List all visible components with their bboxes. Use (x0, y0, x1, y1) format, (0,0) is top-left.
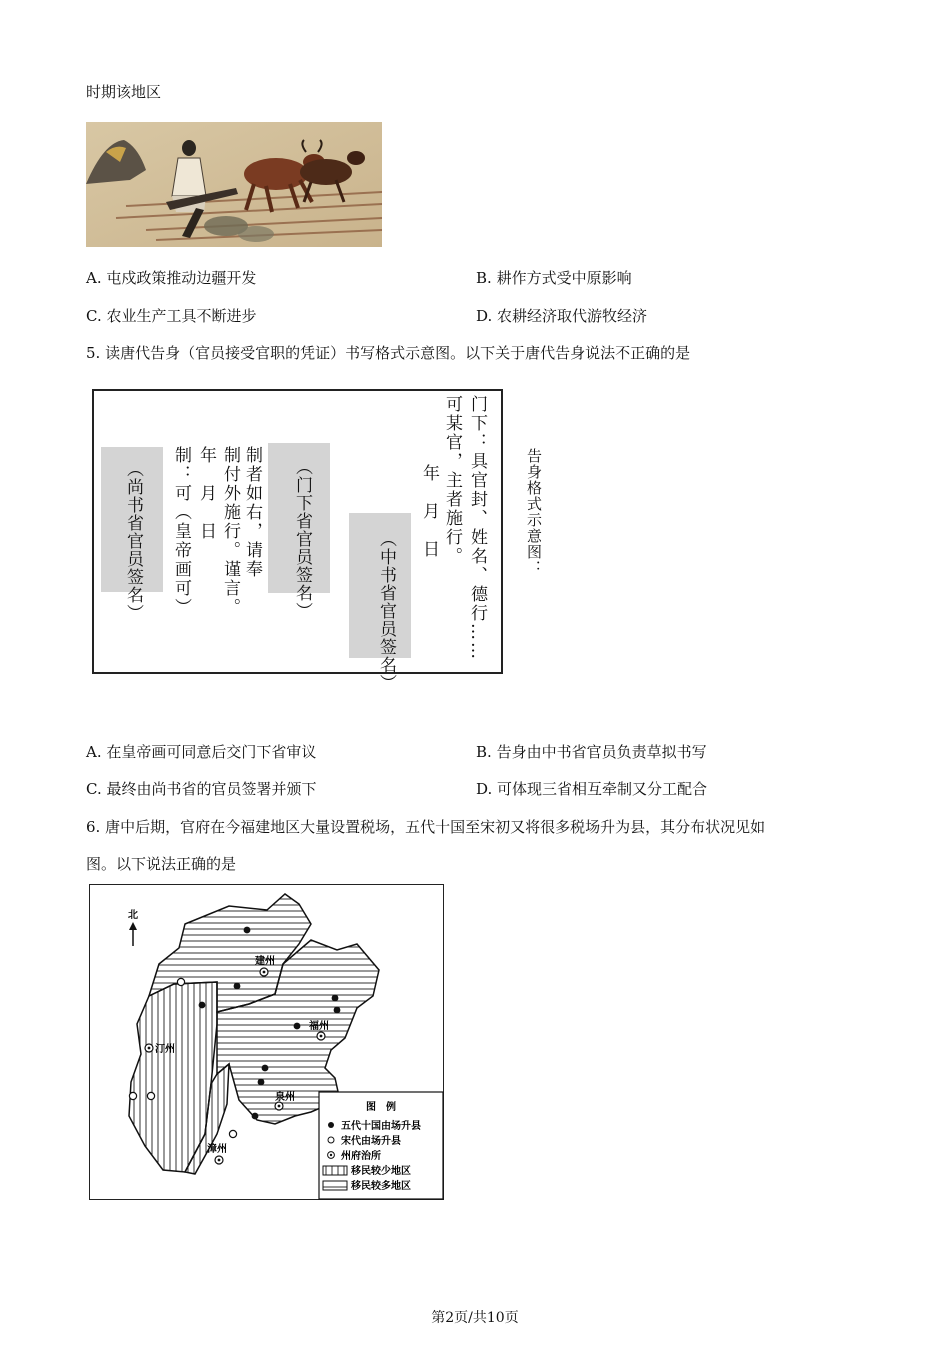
gaoshen-col-menxia-sign: （门下省官员签名） (292, 458, 312, 620)
q4-option-a: A. 屯戍政策推动边疆开发 (86, 269, 257, 287)
q6-stem-line1: 6. 唐中后期，官府在今福建地区大量设置税场，五代十国至宋初又将很多税场升为县，其分布状况见如 (86, 818, 766, 836)
legend-horizontal-hatch-icon (323, 1181, 347, 1190)
ox-plowing-painting (86, 122, 382, 247)
q4-option-b: B. 耕作方式受中原影响 (476, 269, 632, 287)
q5-option-a: A. 在皇帝画可同意后交门下省审议 (86, 743, 317, 761)
fujian-map (89, 884, 444, 1200)
city-quanzhou: 泉州 (275, 1092, 295, 1103)
legend-item-5: 移民较多地区 (351, 1181, 411, 1192)
city-fuzhou: 福州 (309, 1021, 329, 1032)
gaoshen-col-date2: 年 月 日 (196, 446, 216, 541)
q5-option-c: C. 最终由尚书省的官员签署并颁下 (86, 780, 317, 798)
city-zhangzhou: 漳州 (207, 1144, 227, 1155)
gaoshen-side-label: 告身格式示意图： (525, 448, 543, 576)
city-tingzhou: 汀州 (155, 1044, 175, 1055)
gaoshen-col-zhifu: 制付外施行。谨言。 (220, 446, 240, 617)
legend-item-2: 宋代由场升县 (341, 1136, 401, 1147)
legend-title: 图 例 (366, 1102, 396, 1113)
page-footer: 第2页/共10页 (431, 1310, 519, 1326)
legend-hollow-circle-icon (328, 1137, 334, 1143)
legend-item-3: 州府治所 (341, 1151, 381, 1162)
q5-stem: 5. 读唐代告身（官员接受官职的凭证）书写格式示意图。以下关于唐代告身说法不正确的是 (86, 344, 691, 362)
q4-option-d: D. 农耕经济取代游牧经济 (476, 307, 648, 325)
north-label: 北 (128, 910, 138, 921)
gaoshen-col-kemouguan: 可某官，主者施行。 (442, 395, 462, 566)
city-jianzhou: 建州 (255, 956, 275, 967)
legend-vertical-hatch-icon (323, 1166, 347, 1175)
legend-item-4: 移民较少地区 (351, 1166, 411, 1177)
q5-option-d: D. 可体现三省相互牵制又分工配合 (476, 780, 708, 798)
q6-stem-line2: 图。以下说法正确的是 (86, 855, 237, 873)
legend-item-1: 五代十国由场升县 (341, 1121, 421, 1132)
gaoshen-col-menxia: 门下：具官封、姓名、德行…… (467, 395, 487, 661)
legend-filled-dot-icon (328, 1122, 334, 1128)
gaoshen-col-zhizhe: 制者如右，请奉 (242, 446, 262, 579)
q5-option-b: B. 告身由中书省官员负责草拟书写 (476, 743, 707, 761)
q4-stem-tail: 时期该地区 (86, 83, 162, 101)
gaoshen-col-zhongshu: （中书省官员签名） (376, 530, 396, 692)
q4-option-c: C. 农业生产工具不断进步 (86, 307, 257, 325)
gaoshen-col-shangshu: （尚书省官员签名） (123, 460, 143, 622)
gaoshen-col-zhike: 制：可（皇帝画可） (171, 446, 191, 617)
gaoshen-col-date1: 年 月 日 (419, 464, 439, 559)
